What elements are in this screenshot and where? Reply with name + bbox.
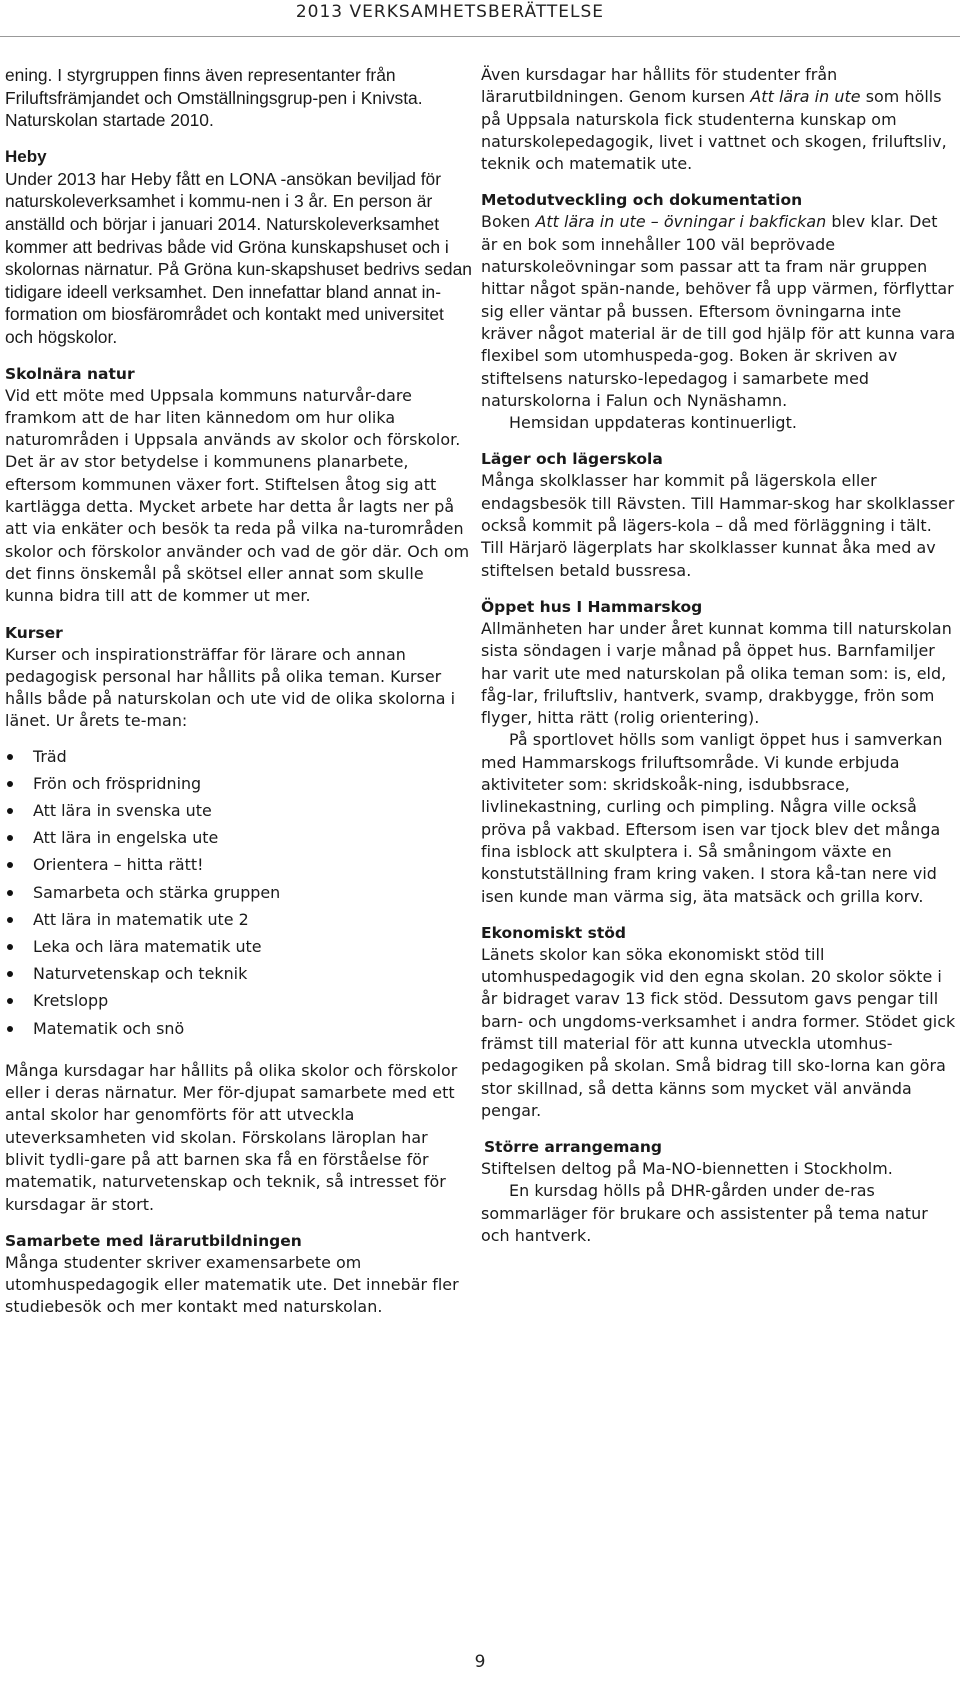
ekonomiskt-paragraph: Länets skolor kan söka ekonomiskt stöd till utomhuspedagogik vid den egna skolan. 20 skolor sökte i år bidraget varav 13 fick stöd. Dessutom gavs pengar till barn- och ungdoms-verksamhet i andra former. Stödet gick främst till material för att kunna utveckla utomhus-pedagogiken på skolan. Små bidrag till sko-lorna kan göra stor skillnad, så detta känns som mycket väl använda pengar. [481, 944, 956, 1120]
heading-lager: Läger och lägerskola [481, 450, 663, 469]
heading-storre-arrangemang: Större arrangemang [484, 1138, 663, 1157]
storre-paragraph: Stiftelsen deltog på Ma-NO-biennetten i Stockholm. [481, 1159, 893, 1179]
heading-kurser: Kurser [5, 623, 63, 642]
student-courses-paragraph: Även kursdagar har hållits för studenter från lärarutbildningen. Genom kursen Att lära in ute som hölls på Uppsala naturskola fick studenterna kunskap om naturskolepedagogik, livet i vattnet och skogen, friluftsliv, teknik och matematik ute. [481, 65, 947, 174]
list-item: Matematik och snö [5, 1015, 472, 1042]
heading-metodutveckling: Metodutveckling och dokumentation [481, 191, 803, 210]
skolnara-paragraph: Vid ett möte med Uppsala kommuns naturvår-dare framkom att de har liten kännedom om hur olika naturområden i Uppsala används av skolor och förskolor. Det är av stor betydelse i kommunens planarbete, eftersom kommunen växer fort. Stiftelsen åtog sig att kartlägga detta. Mycket arbete har detta år lagts ner på att via enkäter och besök ta reda på vilka na-turområden skolor och förskolor använder och vad de gör där. Och om det finns önskemål på skötsel eller annat som skulle kunna bidra till att de kommer ut mer. [5, 385, 470, 606]
bullet-icon [7, 917, 13, 923]
samarbete-paragraph: Många studenter skriver examensarbete om utomhuspedagogik eller matematik ute. Det innebär fler studiebesök och mer kontakt med naturskolan. [5, 1252, 459, 1317]
list-item: Orientera – hitta rätt! [5, 851, 472, 878]
list-item: Att lära in engelska ute [5, 824, 472, 851]
list-item: Att lära in matematik ute 2 [5, 906, 472, 933]
bullet-icon [7, 781, 13, 787]
dhr-paragraph: En kursdag hölls på DHR-gården under de-ras sommarläger för brukare och assistenter på tema natur och hantverk. [481, 1181, 928, 1246]
book-title-emphasis: Att lära in ute – övningar i bakfickan [535, 212, 827, 232]
heading-ekonomiskt-stod: Ekonomiskt stöd [481, 923, 626, 942]
kurser-paragraph: Kurser och inspirationsträffar för lärare och annan pedagogisk personal har hållits på olika teman. Kurser hålls både på naturskolan och ute vid de olika skolorna i länet. Ur årets te-man: [5, 644, 456, 731]
kursdagar-paragraph: Många kursdagar har hållits på olika skolor och förskolor eller i deras närnatur. Mer för-djupat samarbete med ett antal skolor har genomförts för att utveckla uteverksamheten vid skolan. Förskolans läroplan har blivit tydli-gare på att barnen ska få en förståelse för matematik, naturvetenskap och teknik, så intresset för kursdagar är stort. [5, 1060, 458, 1214]
kurser-theme-list [5, 743, 472, 1042]
lager-paragraph: Många skolklasser har kommit på lägerskola eller endagsbesök till Rävsten. Till Hammar-skog har skolklasser också kommit på lägers-kola – då med förläggning i tält. Till Härjarö lägerplats har skolklasser kunnat åka med av stiftelsen betald bussresa. [481, 471, 955, 580]
bullet-icon [7, 808, 13, 814]
bullet-icon [7, 754, 13, 760]
heby-paragraph: Under 2013 har Heby fått en LONA -ansökan beviljad för naturskoleverksamhet i kommu-nen i 3 år. En person är anställd och börjar i januari 2014. Naturskoleverksamhet kommer att bedrivas både vid Gröna kunskapshuset och i skolornas närnatur. På Gröna kun-skapshuset bedrivs sedan tidigare ideell verksamhet. Den innefattar bland annat in-formation om biosfärområdet och kontakt med universitet och högskolor. [5, 168, 472, 347]
bullet-icon [7, 971, 13, 977]
header-rule [0, 36, 960, 37]
right-column [481, 64, 956, 1247]
heading-oppet-hus: Öppet hus I Hammarskog [481, 597, 703, 616]
sportlov-paragraph: På sportlovet hölls som vanligt öppet hus i samverkan med Hammarskogs friluftsområde. Vi kunde erbjuda aktiviteter som: skridskoåk-ning, isdubbsrace, livlinekastning, curling och pimpling. Några ville också pröva på vakbad. Eftersom isen var tjock blev det många fina isblock att skulptera i. Så småningom växte en konstutställning fram kring vaken. I stora kå-tan nere vid isen kunde man värma sig, äta matsäck och grilla korv. [481, 730, 943, 906]
website-paragraph: Hemsidan uppdateras kontinuerligt. [509, 413, 797, 433]
heading-samarbete: Samarbete med lärarutbildningen [5, 1231, 302, 1250]
page-number: 9 [474, 1652, 486, 1672]
intro-paragraph: ening. I styrgruppen finns även representanter från Friluftsfrämjandet och Omställningsgrup-pen i Knivsta. Naturskolan startade 2010. [5, 65, 423, 131]
list-item: Träd [5, 743, 472, 770]
list-item: Kretslopp [5, 987, 472, 1014]
left-column [5, 64, 472, 1319]
metod-paragraph: Boken Att lära in ute – övningar i bakfickan blev klar. Det är en bok som innehåller 100 väl beprövade naturskoleövningar som passar att ta fram när gruppen hittar något spän-nande, behöver få upp värmen, förflyttar sig eller väntar på bussen. Eftersom övningarna inte kräver något material är de till god hjälp för att kunna vara flexibel som utomhuspeda-gog. Boken är skriven av stiftelsens natursko-lepedagog i samarbete med naturskolorna i Falun och Nynäshamn. [481, 212, 956, 410]
list-item: Att lära in svenska ute [5, 797, 472, 824]
running-header: 2013 VERKSAMHETSBERÄTTELSE [295, 2, 604, 22]
list-item: Leka och lära matematik ute [5, 933, 472, 960]
heading-skolnara-natur: Skolnära natur [5, 364, 135, 383]
oppet-hus-paragraph: Allmänheten har under året kunnat komma till naturskolan sista söndagen i varje månad på öppet hus. Barnfamiljer har varit ute med naturskolan på olika teman som: is, eld, fåg-lar, friluftsliv, hantverk, svamp, drakbygge, frön som flyger, hitta rätt (rolig orientering). [481, 618, 952, 728]
bullet-icon [7, 1026, 13, 1032]
heading-heby: Heby [5, 146, 47, 166]
book-title-emphasis: Att lära in ute [750, 87, 861, 107]
list-item: Samarbeta och stärka gruppen [5, 879, 472, 906]
bullet-icon [7, 890, 13, 896]
list-item: Naturvetenskap och teknik [5, 960, 472, 987]
bullet-icon [7, 998, 13, 1004]
bullet-icon [7, 944, 13, 950]
bullet-icon [7, 862, 13, 868]
bullet-icon [7, 835, 13, 841]
list-item: Frön och fröspridning [5, 770, 472, 797]
